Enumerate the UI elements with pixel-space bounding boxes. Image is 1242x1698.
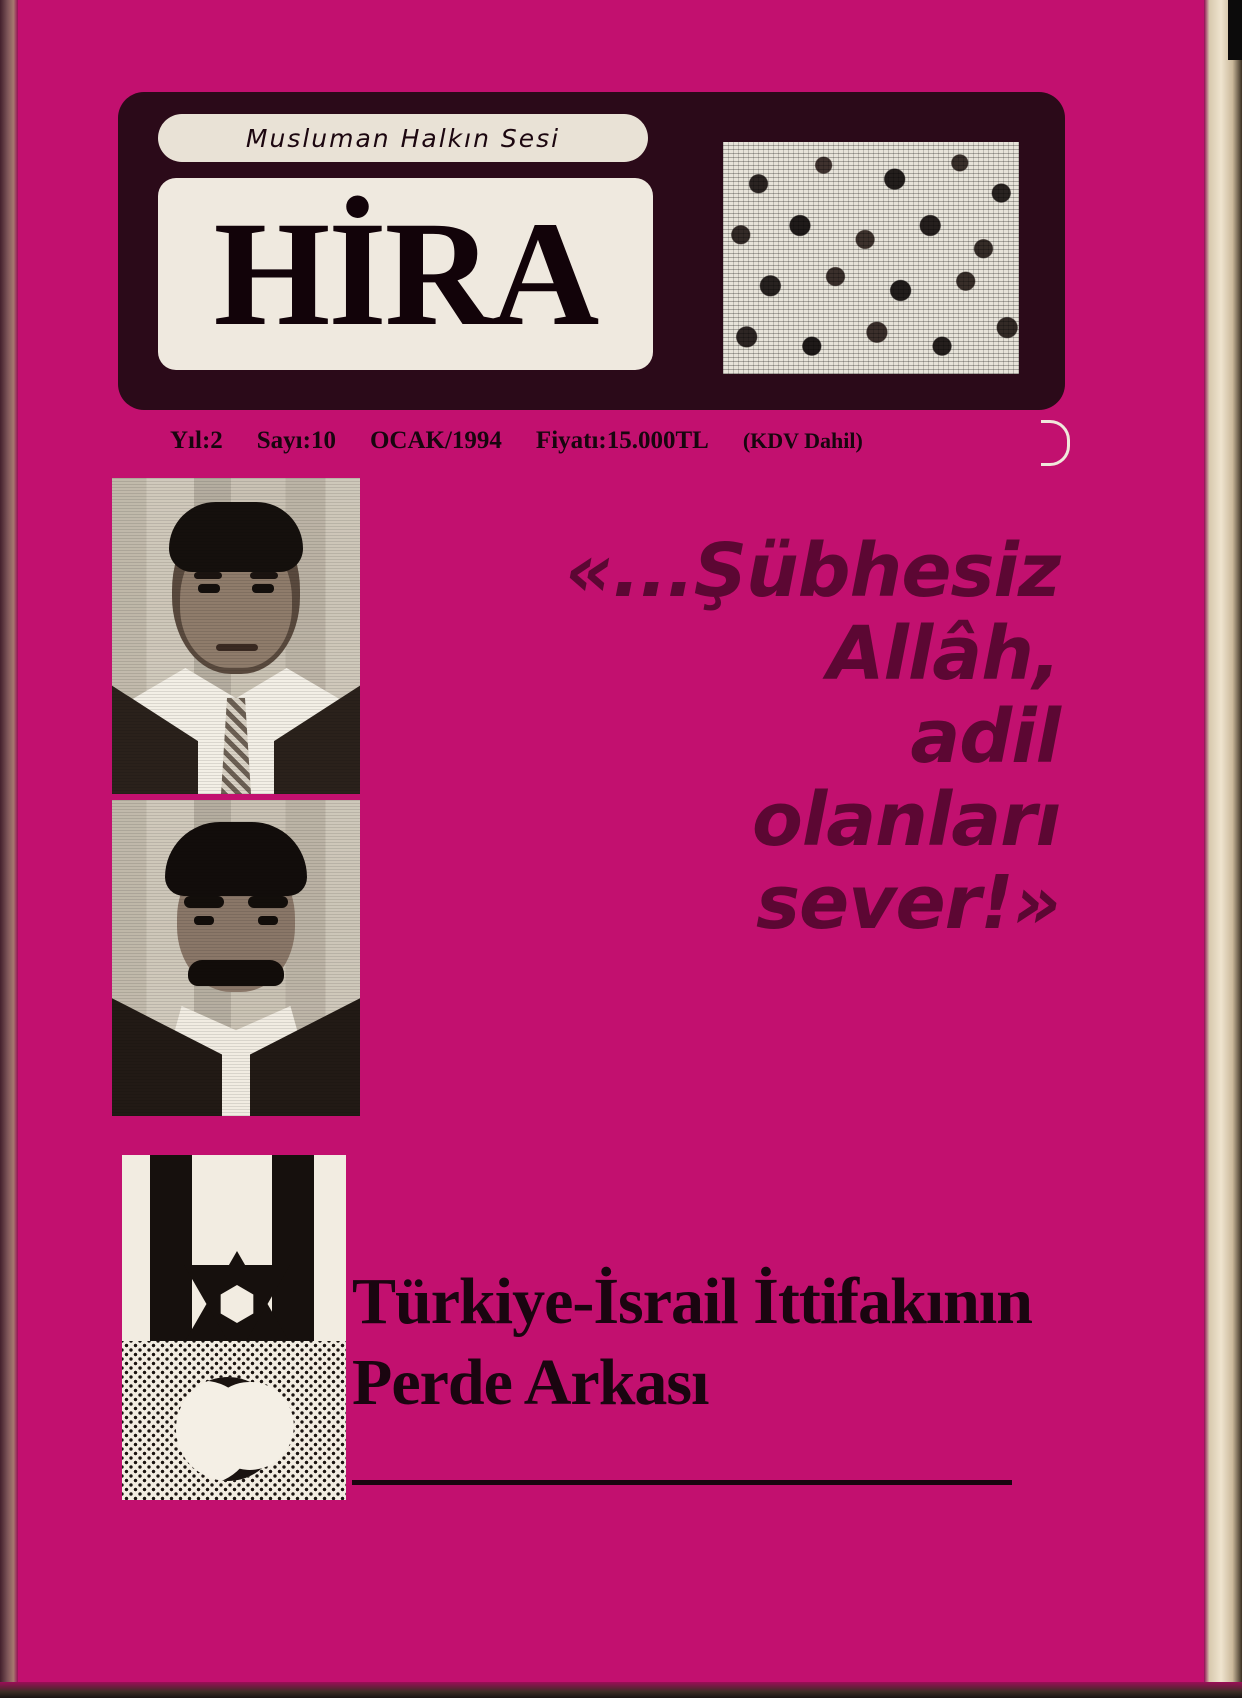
cover-quote bbox=[420, 530, 1060, 944]
page-corner-shadow bbox=[1228, 0, 1242, 60]
issue-number: Sayı:10 bbox=[256, 427, 336, 454]
issue-tax-note: (KDV Dahil) bbox=[742, 428, 863, 453]
page-right-edge bbox=[1204, 0, 1242, 1698]
tagline-pill bbox=[158, 114, 648, 162]
bottom-headline-line-2: Perde Arkası bbox=[352, 1345, 709, 1419]
issue-bar-cap bbox=[1041, 420, 1070, 466]
headline-underline bbox=[352, 1480, 1012, 1485]
portrait-photo-bottom bbox=[112, 800, 360, 1116]
magazine-logo bbox=[158, 178, 653, 370]
issue-year: Yıl:2 bbox=[170, 427, 223, 454]
masthead bbox=[118, 92, 1065, 410]
turkey-israel-flag-graphic bbox=[122, 1155, 346, 1500]
quote-line-4: olanları bbox=[752, 776, 1060, 863]
page-left-edge bbox=[0, 0, 18, 1698]
bottom-headline bbox=[352, 1262, 1092, 1423]
crowd-photo-grain bbox=[723, 142, 1019, 374]
tagline-text: Musluman Halkın Sesi bbox=[245, 123, 561, 153]
photo-grain-top bbox=[112, 478, 360, 794]
quote-line-2: Allâh, bbox=[827, 610, 1060, 697]
magazine-title: HİRA bbox=[213, 191, 598, 357]
portrait-photo-top bbox=[112, 478, 360, 794]
issue-info-bar bbox=[170, 418, 1070, 464]
photo-grain-bottom bbox=[112, 800, 360, 1116]
quote-line-5: sever!» bbox=[756, 859, 1060, 946]
quote-line-3: adil bbox=[910, 693, 1060, 780]
issue-price: Fiyatı:15.000TL bbox=[535, 427, 709, 454]
page-bottom-edge bbox=[0, 1682, 1242, 1698]
issue-date: OCAK/1994 bbox=[369, 427, 502, 454]
quote-line-1: «...Şübhesiz bbox=[565, 528, 1060, 614]
crowd-photo bbox=[723, 142, 1019, 374]
bottom-headline-line-1: Türkiye-İsrail İttifakının bbox=[352, 1265, 1032, 1338]
